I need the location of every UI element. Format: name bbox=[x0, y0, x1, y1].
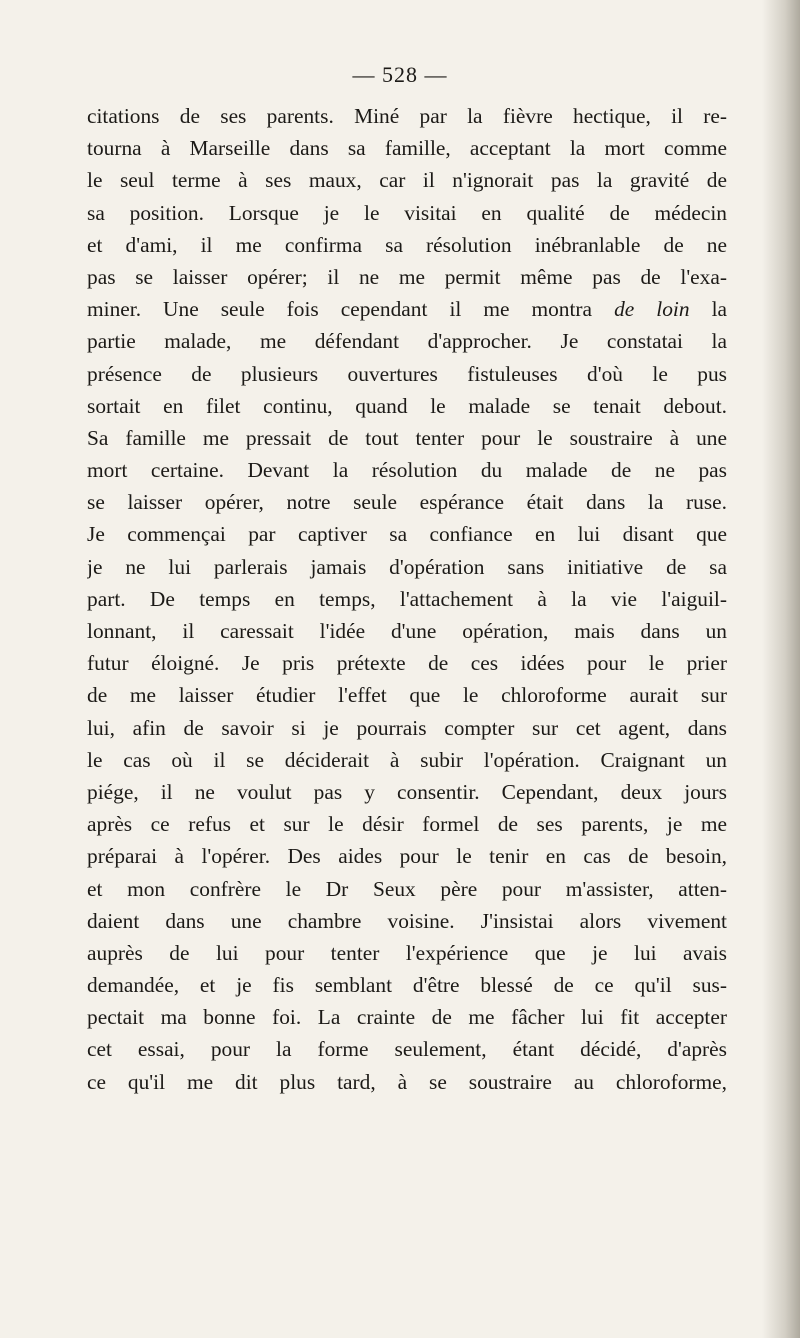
text-line-20: lui, afin de savoir si je pourrais compter sur cet agent, dans bbox=[87, 715, 727, 740]
text-line-23: après ce refus et sur le désir formel de ses parents, je me bbox=[87, 812, 727, 837]
text-line-27: auprès de lui pour tenter l'expérience que je lui avais bbox=[87, 940, 727, 965]
text-line-9: présence de plusieurs ouvertures fistuleuses d'où le pus bbox=[87, 361, 727, 386]
italic-phrase: de loin bbox=[614, 297, 690, 322]
text-line-16: part. De temps en temps, l'attachement à la vie l'aiguil- bbox=[87, 586, 727, 611]
text-line-11: Sa famille me pressait de tout tenter pour le soustraire à une bbox=[87, 425, 727, 450]
text-line-7 bbox=[87, 293, 727, 325]
text-line-3: le seul terme à ses maux, car il n'ignorait pas la gravité de bbox=[87, 168, 727, 193]
text-line-18: futur éloigné. Je pris prétexte de ces idées pour le prier bbox=[87, 651, 727, 676]
text-line-25: et mon confrère le Dr Seux père pour m'assister, atten- bbox=[87, 876, 727, 901]
text-line-13: se laisser opérer, notre seule espérance était dans la ruse. bbox=[87, 490, 727, 515]
text-line-10: sortait en filet continu, quand le malade se tenait debout. bbox=[87, 393, 727, 418]
text-line-22: piége, il ne voulut pas y consentir. Cependant, deux jours bbox=[87, 779, 727, 804]
text-line-24: préparai à l'opérer. Des aides pour le tenir en cas de besoin, bbox=[87, 844, 727, 869]
body-text bbox=[87, 100, 727, 1098]
text-line-15: je ne lui parlerais jamais d'opération sans initiative de sa bbox=[87, 554, 727, 579]
text-line-8: partie malade, me défendant d'approcher. Je constatai la bbox=[87, 329, 727, 354]
text-line-31: ce qu'il me dit plus tard, à se soustraire au chloroforme, bbox=[87, 1069, 727, 1094]
text-line-14: Je commençai par captiver sa confiance en lui disant que bbox=[87, 522, 727, 547]
page-number: — 528 — bbox=[352, 62, 448, 87]
text-line-7-tail: la bbox=[711, 297, 727, 322]
text-line-17: lonnant, il caressait l'idée d'une opération, mais dans un bbox=[87, 619, 727, 643]
text-line-29: pectait ma bonne foi. La crainte de me fâcher lui fit accepter bbox=[87, 1005, 727, 1030]
text-line-6: pas se laisser opérer; il ne me permit même pas de l'exa- bbox=[87, 264, 727, 289]
text-line-5: et d'ami, il me confirma sa résolution inébranlable de ne bbox=[87, 232, 727, 257]
text-line-19: de me laisser étudier l'effet que le chloroforme aurait sur bbox=[87, 683, 727, 708]
page-edge-shadow bbox=[762, 0, 800, 1338]
text-line-21: le cas où il se déciderait à subir l'opération. Craignant un bbox=[87, 747, 727, 772]
text-line-28: demandée, et je fis semblant d'être blessé de ce qu'il sus- bbox=[87, 973, 727, 998]
text-line-7-start: miner. Une seule fois cependant il me montra bbox=[87, 297, 593, 322]
text-line-4: sa position. Lorsque je le visitai en qualité de médecin bbox=[87, 200, 727, 225]
text-line-12: mort certaine. Devant la résolution du malade de ne pas bbox=[87, 458, 727, 483]
text-line-26: daient dans une chambre voisine. J'insistai alors vivement bbox=[87, 908, 727, 933]
text-line-2: tourna à Marseille dans sa famille, acceptant la mort comme bbox=[87, 136, 727, 161]
text-line-1: citations de ses parents. Miné par la fièvre hectique, il re- bbox=[87, 104, 727, 128]
text-line-30: cet essai, pour la forme seulement, étant décidé, d'après bbox=[87, 1037, 727, 1062]
